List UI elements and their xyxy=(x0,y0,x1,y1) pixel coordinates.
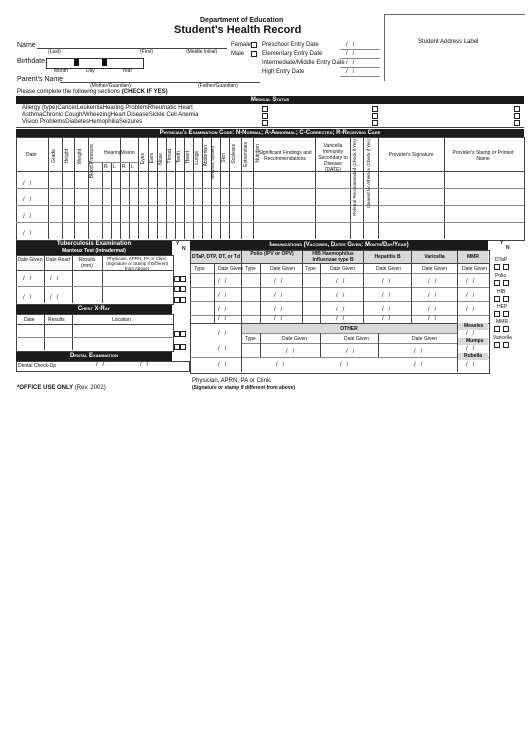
pe-varicella-header: Varicella Immunity Secondary to Disease (DATE) xyxy=(318,143,348,173)
imm-other-date-field[interactable]: / / xyxy=(414,349,423,355)
tb-no-checkbox[interactable] xyxy=(180,286,186,292)
pe-findings-header: Significant Findings and Recommendations xyxy=(258,150,312,162)
pe-stamp-header: Provider's Stamp or Printed Name xyxy=(452,150,514,162)
preschool-entry-label: Preschool Entry Date xyxy=(262,42,319,48)
office-use-note: *OFFICE USE ONLY (Rev. 2002) xyxy=(17,385,106,391)
pe-date-field[interactable]: / / xyxy=(23,214,32,220)
pe-ears-header: Ears xyxy=(149,153,155,164)
imm-y-label: Y xyxy=(500,240,504,246)
side-hep-yes[interactable] xyxy=(494,311,500,317)
imm-date-field[interactable]: / / xyxy=(218,316,227,322)
xray-no-checkbox[interactable] xyxy=(180,344,186,350)
imm-date-given-header: Date Given xyxy=(270,266,296,272)
male-checkbox[interactable] xyxy=(251,51,257,57)
tb-date-field[interactable]: / / xyxy=(23,276,32,282)
pe-scoliosis-header: Scoliosis xyxy=(231,144,237,164)
imm-measles-date[interactable]: / / xyxy=(466,331,475,337)
pe-cleared-header: Cleared for Athletics (Check if Yes) xyxy=(366,139,371,209)
tb-physician-header: Physician, APRN, PA or Clinic (Signature or Stamp if Different from Above) xyxy=(106,256,168,271)
female-label: Female xyxy=(231,42,252,48)
imm-date-field[interactable]: / / xyxy=(218,307,227,313)
pe-extremities-header: Extremities xyxy=(243,142,249,167)
imm-other-date-field[interactable]: / / xyxy=(286,349,295,355)
intermediate-entry-label: Intermediate/Middle Entry Date xyxy=(262,60,345,66)
tb-no-checkbox[interactable] xyxy=(180,276,186,282)
condition-asthma: Asthma xyxy=(22,112,43,118)
immunizations-header: Immunizations (Vaccines, Dates Given: Month/Day/Year) xyxy=(190,240,488,250)
side-mmr-no[interactable] xyxy=(503,326,509,332)
tb-y-label: Y xyxy=(176,241,180,247)
imm-type-header: Type xyxy=(194,266,205,272)
imm-date-field[interactable]: / / xyxy=(428,293,437,299)
imm-date-field[interactable]: / / xyxy=(382,293,391,299)
xray-location-header: Location xyxy=(112,317,131,323)
imm-date-field[interactable]: / / xyxy=(274,307,283,313)
side-hib-label: HIB xyxy=(497,289,506,295)
imm-date-field[interactable]: / / xyxy=(218,293,227,299)
imm-rubella-date[interactable]: / / xyxy=(466,362,475,368)
pe-teeth-header: Teeth xyxy=(176,151,182,164)
imm-date-field[interactable]: / / xyxy=(336,316,345,322)
condition-vision: Vision Problems xyxy=(22,119,66,125)
imm-date-given-header: Date Given xyxy=(330,266,356,272)
pe-vision-r: R xyxy=(122,164,126,170)
pe-grade-header: Grade xyxy=(51,149,57,163)
condition-hemophilia: Hemophilia xyxy=(88,119,119,125)
condition-rheumatic: Rheumatic Heart xyxy=(147,105,193,111)
imm-other-date-header: Date Given xyxy=(282,336,308,342)
condition-seizures: Seizures xyxy=(118,119,143,125)
imm-type-header: Type xyxy=(305,266,316,272)
mother-caption: (Mother/Guardian) xyxy=(90,83,131,89)
xray-header: Chest X-Ray xyxy=(16,305,172,314)
last-name-caption: (Last) xyxy=(48,49,61,55)
imm-other-date-field[interactable]: / / xyxy=(414,362,423,368)
side-dtap-no[interactable] xyxy=(503,264,509,270)
birth-year-caption: Year xyxy=(122,68,133,74)
pe-height-header: Height xyxy=(64,149,70,164)
dental-date-field[interactable]: / / xyxy=(96,362,105,368)
xray-no-checkbox[interactable] xyxy=(180,331,186,337)
medical-row-1 xyxy=(22,105,322,112)
side-hib-yes[interactable] xyxy=(494,296,500,302)
condition-sickle: Sickle Cell Anemia xyxy=(148,112,199,118)
imm-polio-header: Polio (IPV or OPV) xyxy=(250,251,294,257)
condition-heart: Heart Disease xyxy=(110,112,149,118)
condition-cough: Chronic Cough/Wheezing xyxy=(42,112,111,118)
condition-hearing: Hearing Problem xyxy=(102,105,148,111)
medical-checkbox[interactable] xyxy=(514,106,520,112)
imm-date-field[interactable]: / / xyxy=(336,293,345,299)
side-dtap-label: DTaP xyxy=(495,257,508,263)
tb-date-field[interactable]: / / xyxy=(50,276,59,282)
imm-other-date-field[interactable]: / / xyxy=(276,362,285,368)
xray-results-header: Results xyxy=(48,317,65,323)
imm-dtap-header: DTaP, DTP, DT, or Td xyxy=(191,254,241,260)
name-label: Name xyxy=(17,42,36,49)
xray-date-header: Date xyxy=(24,317,35,323)
tb-date-field[interactable]: / / xyxy=(50,295,59,301)
tb-date-given-header: Date Given xyxy=(17,257,43,263)
imm-date-field[interactable]: / / xyxy=(466,279,475,285)
side-hep-no[interactable] xyxy=(503,311,509,317)
medical-checkbox[interactable] xyxy=(262,120,268,126)
pe-referral-header: Referral Recommended (Check if Yes) xyxy=(352,139,357,216)
imm-date-field[interactable]: / / xyxy=(336,279,345,285)
tb-n-label: N xyxy=(182,246,186,252)
pe-vision-l: L xyxy=(131,164,134,170)
imm-other-header: OTHER xyxy=(340,326,358,332)
imm-date-field[interactable]: / / xyxy=(218,362,227,368)
pe-signature-header: Provider's Signature xyxy=(388,152,434,158)
birth-day-caption: Day xyxy=(86,68,95,74)
side-hep-label: HEP xyxy=(497,304,508,310)
pe-vision-header: Vision xyxy=(121,150,135,156)
department-name: Department of Education xyxy=(200,17,284,24)
medical-checkbox[interactable] xyxy=(372,113,378,119)
instructions: Please complete the following sections (CHECK IF YES) xyxy=(17,89,168,95)
imm-date-field[interactable]: / / xyxy=(382,307,391,313)
side-varicella-label: Varicella xyxy=(493,335,512,341)
imm-measles-label: Measles xyxy=(464,323,484,329)
imm-mmr-header: MMR xyxy=(467,254,479,260)
pe-lungs-header: Lungs xyxy=(194,151,200,165)
tb-subtitle: Mantoux Test (Intradermal) xyxy=(62,248,126,254)
pe-bp-header: Blood Pressure xyxy=(89,144,95,179)
medical-row-2 xyxy=(22,112,322,119)
birth-month-caption: Month xyxy=(54,68,68,74)
elementary-entry-label: Elementary Entry Date xyxy=(262,51,323,57)
pe-nervous-header: Nervous System xyxy=(210,146,215,180)
imm-date-field[interactable]: / / xyxy=(382,279,391,285)
side-polio-yes[interactable] xyxy=(494,280,500,286)
dental-checkup-label: Dental Check-Up xyxy=(18,363,57,369)
imm-date-given-header: Date Given xyxy=(422,266,448,272)
side-varicella-yes[interactable] xyxy=(494,342,500,348)
middle-initial-caption: (Middle Initial) xyxy=(186,49,218,55)
medical-checkbox[interactable] xyxy=(262,106,268,112)
physical-exam-header: Physician's Examination Code: N-Normal; A-Abnormal; C-Corrected; R-Receiving Care xyxy=(16,129,524,137)
condition-diabetes: Diabetes xyxy=(65,119,89,125)
imm-hepb-header: Hepatitis B xyxy=(374,254,401,260)
imm-mumps-date[interactable]: / / xyxy=(466,346,475,352)
medical-checkbox[interactable] xyxy=(514,120,520,126)
tb-date-field[interactable]: / / xyxy=(23,295,32,301)
condition-allergy: Allergy (type) xyxy=(22,105,58,111)
elementary-entry-date[interactable]: / / xyxy=(346,51,355,57)
side-mmr-label: MMR xyxy=(496,319,508,325)
pe-date-header: Date xyxy=(26,152,37,158)
pe-nutrition-header: Nutrition xyxy=(255,144,261,163)
condition-leukemia: Leukemia xyxy=(76,105,103,111)
imm-other-date-field[interactable]: / / xyxy=(340,362,349,368)
father-caption: (Father/Guardian) xyxy=(198,83,238,89)
medical-checkbox[interactable] xyxy=(372,106,378,112)
medical-row-3 xyxy=(22,119,322,126)
condition-cancer: Cancer xyxy=(57,105,77,111)
imm-date-field[interactable]: / / xyxy=(218,331,227,337)
parents-label: Parent's Name xyxy=(17,76,64,83)
side-polio-label: Polio xyxy=(495,273,507,279)
imm-date-given-header: Date Given xyxy=(462,266,488,272)
female-checkbox[interactable] xyxy=(251,42,257,48)
preschool-entry-date[interactable]: / / xyxy=(346,42,355,48)
imm-hib-header: HIB Haemophilus Influenzae type B xyxy=(312,251,354,263)
address-label: Student Address Label xyxy=(418,39,479,45)
dental-header: Dental Examination xyxy=(16,352,172,361)
imm-date-field[interactable]: / / xyxy=(466,307,475,313)
imm-other-type-header: Type xyxy=(245,336,256,342)
side-polio-no[interactable] xyxy=(503,280,509,286)
pe-skin-header: Skin xyxy=(221,153,227,163)
side-mmr-yes[interactable] xyxy=(494,326,500,332)
imm-other-date-header: Date Given xyxy=(344,336,370,342)
pe-throat-header: Throat xyxy=(167,149,173,164)
male-label: Male xyxy=(231,51,245,57)
dental-date-field[interactable]: / / xyxy=(140,362,149,368)
side-dtap-yes[interactable] xyxy=(494,264,500,270)
medical-checkbox[interactable] xyxy=(262,113,268,119)
imm-type-header: Type xyxy=(245,266,256,272)
pe-heart-header: Heart xyxy=(185,151,191,164)
pe-date-field[interactable]: / / xyxy=(23,197,32,203)
xray-table xyxy=(16,314,174,352)
birthdate-label: Birthdate xyxy=(17,58,46,65)
pe-hearing-l: L xyxy=(113,164,116,170)
pe-hearing-header: Hearing xyxy=(104,150,122,156)
medical-checkbox[interactable] xyxy=(514,113,520,119)
tb-results-header: Results (mm) xyxy=(78,257,96,269)
imm-date-field[interactable]: / / xyxy=(428,307,437,313)
tb-header xyxy=(16,241,172,255)
pe-eyes-header: Eyes xyxy=(140,153,146,165)
imm-date-field[interactable]: / / xyxy=(336,307,345,313)
medical-checkbox[interactable] xyxy=(372,120,378,126)
imm-date-given-header: Date Given xyxy=(376,266,402,272)
high-entry-date[interactable]: / / xyxy=(346,69,355,75)
pe-date-field[interactable]: / / xyxy=(23,231,32,237)
tb-title: Tuberculosis Examination xyxy=(56,241,132,247)
medical-status-header: Medical Status xyxy=(16,96,524,104)
imm-date-field[interactable]: / / xyxy=(466,293,475,299)
side-varicella-no[interactable] xyxy=(503,342,509,348)
address-label-box xyxy=(384,14,525,81)
imm-date-field[interactable]: / / xyxy=(382,316,391,322)
high-entry-label: High Entry Date xyxy=(262,69,305,75)
imm-other-date-header: Date Given xyxy=(412,336,438,342)
imm-mumps-label: Mumps xyxy=(466,338,484,344)
tb-no-checkbox[interactable] xyxy=(180,297,186,303)
imm-date-given-header: Date Given xyxy=(218,266,244,272)
pe-date-field[interactable]: / / xyxy=(23,181,32,187)
imm-other-date-field[interactable]: / / xyxy=(346,349,355,355)
imm-date-field[interactable]: / / xyxy=(428,279,437,285)
imm-date-field[interactable]: / / xyxy=(218,279,227,285)
pe-abdomen-header: Abdomen xyxy=(203,145,209,167)
tb-date-read-header: Date Read xyxy=(46,257,70,263)
imm-varicella-header: Varicella xyxy=(424,254,445,260)
imm-rubella-label: Rubella xyxy=(464,353,483,359)
imm-date-field[interactable]: / / xyxy=(274,279,283,285)
side-hib-no[interactable] xyxy=(503,296,509,302)
pe-hearing-r: R xyxy=(104,164,108,170)
intermediate-entry-date[interactable]: / / xyxy=(346,60,355,66)
imm-date-field[interactable]: / / xyxy=(428,316,437,322)
imm-n-label: N xyxy=(506,245,510,251)
pe-nose-header: Nose xyxy=(158,153,164,165)
pe-weight-header: Weight xyxy=(77,149,83,165)
imm-date-field[interactable]: / / xyxy=(274,293,283,299)
imm-date-field[interactable]: / / xyxy=(274,316,283,322)
page-title: Student's Health Record xyxy=(174,24,302,36)
imm-date-field[interactable]: / / xyxy=(218,346,227,352)
footer-signature-note: (Signature or stamp if different from above) xyxy=(192,385,296,391)
first-name-caption: (First) xyxy=(140,49,154,55)
footer-physician-label: Physician, APRN, PA or Clinic xyxy=(192,378,272,384)
